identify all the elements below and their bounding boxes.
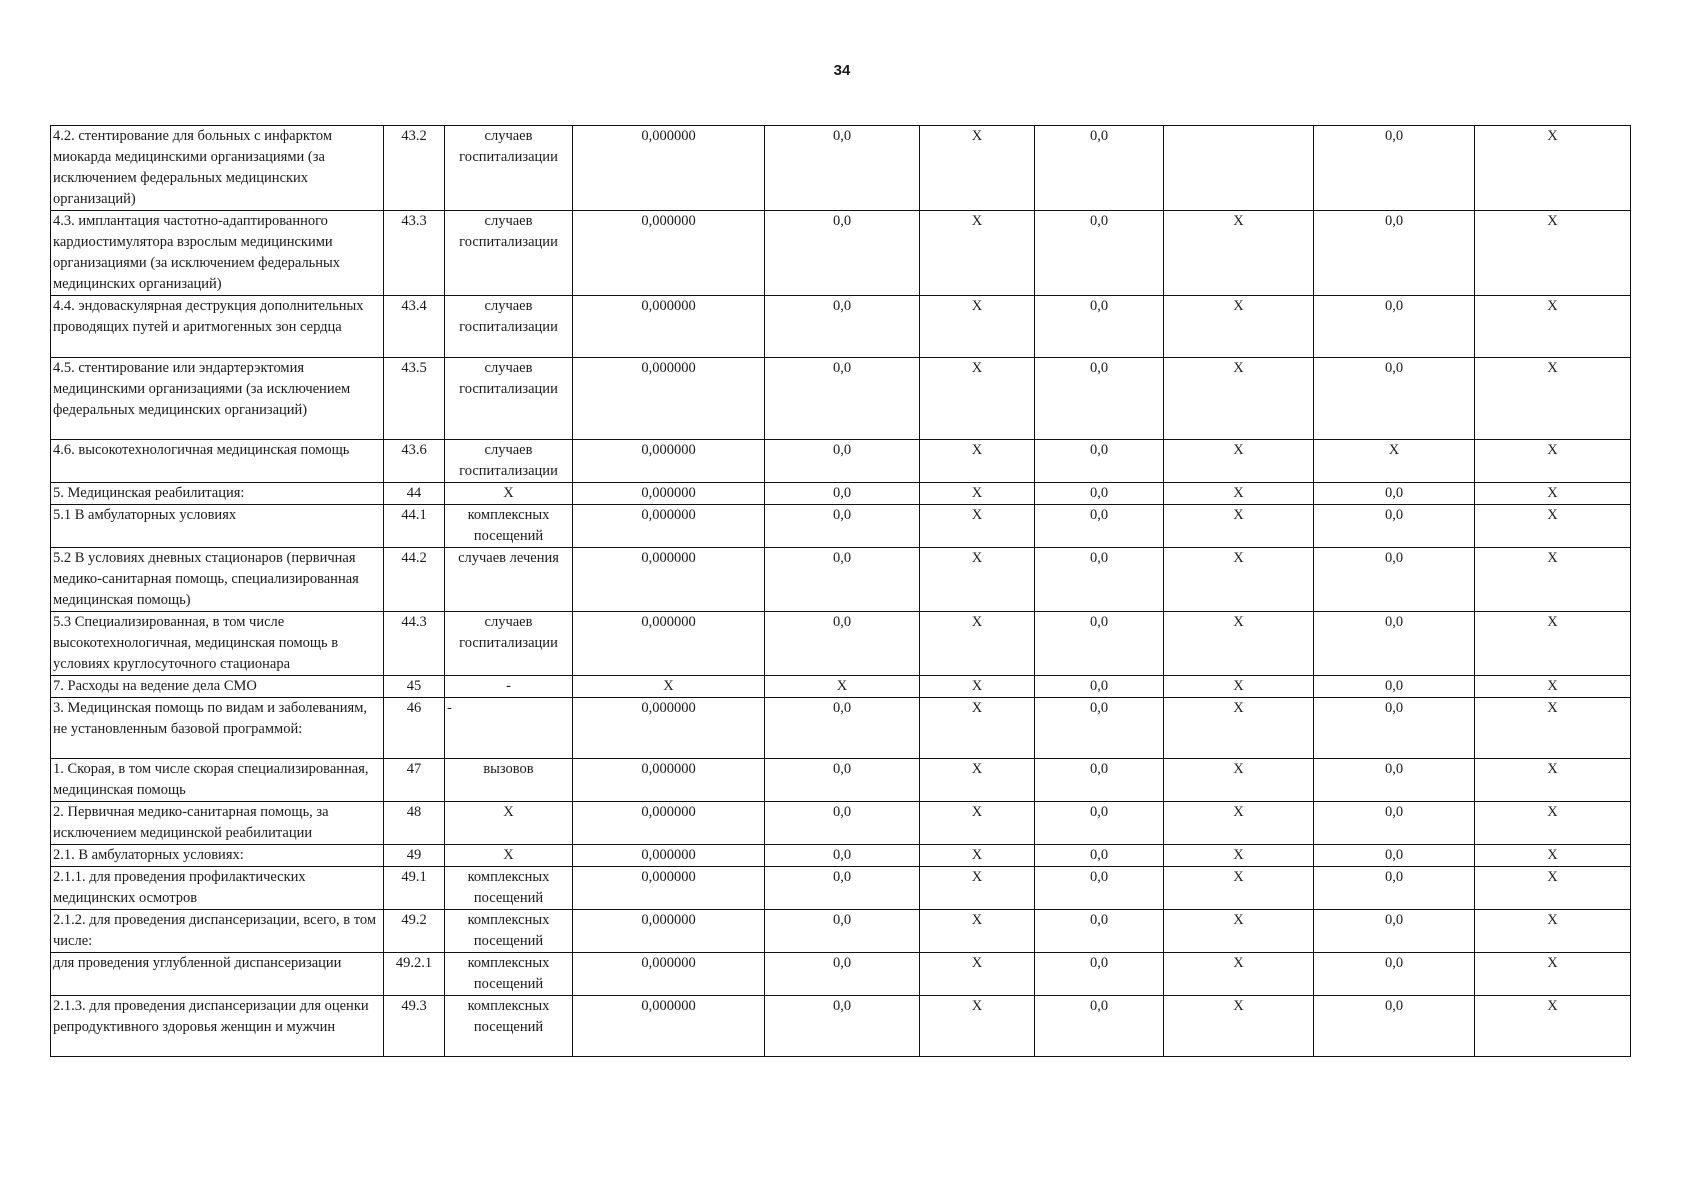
row-value-cell: 0,0 — [765, 483, 920, 505]
row-value-cell: X — [573, 676, 765, 698]
row-value-cell: 0,000000 — [573, 211, 765, 296]
row-value-cell: 0,0 — [1314, 358, 1475, 440]
row-name-cell: 2. Первичная медико-санитарная помощь, за исключением медицинской реабилитации — [51, 802, 384, 845]
row-value-cell: 0,0 — [765, 996, 920, 1057]
table-row — [51, 996, 1631, 1057]
row-value-cell: 0,0 — [765, 548, 920, 612]
row-value-cell: X — [920, 676, 1035, 698]
row-value-cell: 0,000000 — [573, 910, 765, 953]
row-value-cell: 0,000000 — [573, 759, 765, 802]
row-value-cell: 0,000000 — [573, 440, 765, 483]
row-code-cell: 43.3 — [384, 211, 445, 296]
row-unit-cell: - — [445, 698, 573, 759]
row-value-cell: X — [920, 126, 1035, 211]
row-code-cell: 44 — [384, 483, 445, 505]
row-value-cell: 0,0 — [1035, 953, 1164, 996]
row-value-cell: 0,0 — [1314, 802, 1475, 845]
row-value-cell: X — [1475, 296, 1631, 358]
row-value-cell: X — [1475, 996, 1631, 1057]
row-value-cell: 0,0 — [765, 505, 920, 548]
row-value-cell: 0,0 — [1035, 996, 1164, 1057]
row-unit-cell: - — [445, 676, 573, 698]
table-row — [51, 676, 1631, 698]
row-value-cell: X — [920, 548, 1035, 612]
row-value-cell: X — [920, 996, 1035, 1057]
row-value-cell: 0,0 — [765, 612, 920, 676]
table-row — [51, 440, 1631, 483]
row-name-cell: 5.3 Специализированная, в том числе высокотехнологичная, медицинская помощь в условиях круглосуточного стационара — [51, 612, 384, 676]
row-value-cell: X — [1475, 698, 1631, 759]
row-value-cell: X — [1475, 676, 1631, 698]
row-code-cell: 44.2 — [384, 548, 445, 612]
row-value-cell: 0,0 — [765, 845, 920, 867]
row-unit-cell: X — [445, 845, 573, 867]
table-body — [51, 126, 1631, 1057]
row-value-cell: 0,0 — [1035, 867, 1164, 910]
table-row — [51, 953, 1631, 996]
row-code-cell: 49.2 — [384, 910, 445, 953]
row-code-cell: 43.4 — [384, 296, 445, 358]
row-unit-cell: комплексных посещений — [445, 910, 573, 953]
row-value-cell: X — [1475, 910, 1631, 953]
row-code-cell: 48 — [384, 802, 445, 845]
row-value-cell: X — [1475, 505, 1631, 548]
row-value-cell: X — [1475, 211, 1631, 296]
row-name-cell: 2.1.2. для проведения диспансеризации, всего, в том числе: — [51, 910, 384, 953]
row-unit-cell: случаев госпитализации — [445, 358, 573, 440]
row-code-cell: 45 — [384, 676, 445, 698]
row-value-cell: X — [1164, 910, 1314, 953]
row-value-cell: 0,0 — [1035, 612, 1164, 676]
table-row — [51, 802, 1631, 845]
row-name-cell: 2.1.1. для проведения профилактических медицинских осмотров — [51, 867, 384, 910]
table-row — [51, 211, 1631, 296]
row-value-cell: 0,0 — [1314, 867, 1475, 910]
row-value-cell: 0,000000 — [573, 698, 765, 759]
row-value-cell: 0,0 — [1035, 296, 1164, 358]
row-value-cell: X — [920, 296, 1035, 358]
table-row — [51, 126, 1631, 211]
table-row — [51, 845, 1631, 867]
row-value-cell: 0,0 — [1314, 548, 1475, 612]
row-value-cell: X — [1475, 548, 1631, 612]
row-value-cell: 0,0 — [1314, 698, 1475, 759]
row-code-cell: 49.3 — [384, 996, 445, 1057]
row-value-cell — [1164, 126, 1314, 211]
row-name-cell: 4.6. высокотехнологичная медицинская помощь — [51, 440, 384, 483]
row-unit-cell: X — [445, 483, 573, 505]
row-value-cell: 0,000000 — [573, 483, 765, 505]
row-value-cell: 0,0 — [1035, 548, 1164, 612]
row-value-cell: X — [1164, 867, 1314, 910]
row-code-cell: 49.2.1 — [384, 953, 445, 996]
row-value-cell: 0,0 — [1314, 126, 1475, 211]
row-value-cell: X — [1475, 759, 1631, 802]
row-value-cell: X — [1164, 548, 1314, 612]
row-value-cell: X — [920, 759, 1035, 802]
row-name-cell: 4.4. эндоваскулярная деструкция дополнительных проводящих путей и аритмогенных зон сердца — [51, 296, 384, 358]
row-value-cell: X — [920, 612, 1035, 676]
row-unit-cell: случаев госпитализации — [445, 211, 573, 296]
row-unit-cell: случаев госпитализации — [445, 612, 573, 676]
row-value-cell: X — [1164, 440, 1314, 483]
row-unit-cell: комплексных посещений — [445, 996, 573, 1057]
row-code-cell: 43.6 — [384, 440, 445, 483]
row-value-cell: X — [920, 505, 1035, 548]
table-row — [51, 698, 1631, 759]
row-name-cell: 2.1. В амбулаторных условиях: — [51, 845, 384, 867]
row-value-cell: 0,0 — [1035, 483, 1164, 505]
row-value-cell: 0,0 — [1314, 953, 1475, 996]
row-value-cell: X — [920, 910, 1035, 953]
row-value-cell: X — [1164, 759, 1314, 802]
row-value-cell: 0,0 — [1314, 211, 1475, 296]
row-value-cell: 0,0 — [1035, 910, 1164, 953]
row-value-cell: X — [920, 211, 1035, 296]
row-value-cell: X — [1164, 802, 1314, 845]
row-value-cell: 0,000000 — [573, 296, 765, 358]
row-value-cell: 0,0 — [1314, 612, 1475, 676]
row-code-cell: 46 — [384, 698, 445, 759]
row-value-cell: 0,0 — [765, 802, 920, 845]
row-unit-cell: вызовов — [445, 759, 573, 802]
row-value-cell: 0,0 — [1035, 505, 1164, 548]
row-value-cell: X — [1475, 802, 1631, 845]
row-value-cell: X — [1164, 505, 1314, 548]
row-value-cell: 0,000000 — [573, 802, 765, 845]
row-value-cell: 0,0 — [1314, 845, 1475, 867]
row-value-cell: 0,0 — [765, 953, 920, 996]
row-code-cell: 44.3 — [384, 612, 445, 676]
row-value-cell: X — [1164, 612, 1314, 676]
row-code-cell: 43.5 — [384, 358, 445, 440]
row-value-cell: X — [1164, 358, 1314, 440]
row-code-cell: 49.1 — [384, 867, 445, 910]
row-code-cell: 44.1 — [384, 505, 445, 548]
table-row — [51, 867, 1631, 910]
table-row — [51, 612, 1631, 676]
row-name-cell: для проведения углубленной диспансеризации — [51, 953, 384, 996]
row-value-cell: X — [920, 802, 1035, 845]
row-name-cell: 5.1 В амбулаторных условиях — [51, 505, 384, 548]
row-name-cell: 2.1.3. для проведения диспансеризации для оценки репродуктивного здоровья женщин и мужчин — [51, 996, 384, 1057]
row-name-cell: 5.2 В условиях дневных стационаров (первичная медико-санитарная помощь, специализированная медицинская помощь) — [51, 548, 384, 612]
row-value-cell: 0,0 — [1314, 483, 1475, 505]
row-value-cell: X — [920, 867, 1035, 910]
row-value-cell: 0,000000 — [573, 996, 765, 1057]
row-value-cell: X — [1164, 296, 1314, 358]
row-value-cell: 0,000000 — [573, 358, 765, 440]
row-value-cell: X — [920, 483, 1035, 505]
row-value-cell: X — [920, 440, 1035, 483]
row-value-cell: 0,000000 — [573, 867, 765, 910]
row-value-cell: 0,0 — [1035, 676, 1164, 698]
row-unit-cell: случаев госпитализации — [445, 296, 573, 358]
table-row — [51, 759, 1631, 802]
row-value-cell: 0,0 — [1314, 505, 1475, 548]
row-name-cell: 5. Медицинская реабилитация: — [51, 483, 384, 505]
row-unit-cell: X — [445, 802, 573, 845]
table-row — [51, 505, 1631, 548]
row-value-cell: X — [1164, 211, 1314, 296]
row-value-cell: X — [920, 845, 1035, 867]
row-name-cell: 7. Расходы на ведение дела СМО — [51, 676, 384, 698]
row-value-cell: 0,000000 — [573, 612, 765, 676]
row-value-cell: X — [1475, 358, 1631, 440]
row-value-cell: X — [1475, 953, 1631, 996]
row-value-cell: X — [920, 953, 1035, 996]
row-value-cell: 0,0 — [1035, 698, 1164, 759]
row-value-cell: 0,000000 — [573, 953, 765, 996]
row-code-cell: 47 — [384, 759, 445, 802]
row-value-cell: X — [1475, 612, 1631, 676]
row-value-cell: 0,0 — [1035, 126, 1164, 211]
row-value-cell: 0,0 — [765, 698, 920, 759]
row-value-cell: X — [1475, 845, 1631, 867]
row-code-cell: 49 — [384, 845, 445, 867]
table-row — [51, 358, 1631, 440]
row-value-cell: 0,0 — [765, 440, 920, 483]
row-name-cell: 4.3. имплантация частотно-адаптированного кардиостимулятора взрослым медицинскими организациями (за исключением федеральных медицинских организаций) — [51, 211, 384, 296]
row-value-cell: 0,0 — [765, 211, 920, 296]
row-value-cell: X — [765, 676, 920, 698]
row-value-cell: X — [1164, 676, 1314, 698]
row-unit-cell: комплексных посещений — [445, 505, 573, 548]
row-value-cell: X — [920, 358, 1035, 440]
row-name-cell: 3. Медицинская помощь по видам и заболеваниям, не установленным базовой программой: — [51, 698, 384, 759]
table-row — [51, 483, 1631, 505]
row-value-cell: X — [1164, 698, 1314, 759]
row-unit-cell: случаев госпитализации — [445, 126, 573, 211]
row-value-cell: 0,0 — [1035, 211, 1164, 296]
row-value-cell: 0,0 — [1035, 440, 1164, 483]
row-unit-cell: комплексных посещений — [445, 867, 573, 910]
row-value-cell: 0,0 — [765, 296, 920, 358]
row-code-cell: 43.2 — [384, 126, 445, 211]
data-table — [50, 125, 1631, 1057]
row-value-cell: 0,0 — [1035, 358, 1164, 440]
row-value-cell: X — [1314, 440, 1475, 483]
row-value-cell: 0,000000 — [573, 505, 765, 548]
row-unit-cell: комплексных посещений — [445, 953, 573, 996]
row-value-cell: 0,0 — [765, 910, 920, 953]
row-value-cell: X — [1164, 845, 1314, 867]
row-name-cell: 1. Скорая, в том числе скорая специализированная, медицинская помощь — [51, 759, 384, 802]
row-name-cell: 4.5. стентирование или эндартерэктомия медицинскими организациями (за исключением федеральных медицинских организаций) — [51, 358, 384, 440]
row-value-cell: 0,0 — [1035, 802, 1164, 845]
row-value-cell: 0,0 — [1314, 910, 1475, 953]
row-value-cell: 0,0 — [1314, 296, 1475, 358]
row-value-cell: 0,0 — [765, 358, 920, 440]
row-value-cell: X — [1164, 953, 1314, 996]
table-row — [51, 548, 1631, 612]
row-unit-cell: случаев госпитализации — [445, 440, 573, 483]
row-value-cell: 0,0 — [1035, 845, 1164, 867]
page-number: 34 — [833, 62, 851, 79]
row-value-cell: 0,0 — [1314, 996, 1475, 1057]
row-value-cell: 0,0 — [1314, 759, 1475, 802]
row-value-cell: 0,0 — [765, 867, 920, 910]
row-value-cell: 0,000000 — [573, 548, 765, 612]
table-row — [51, 910, 1631, 953]
row-value-cell: 0,000000 — [573, 845, 765, 867]
row-value-cell: X — [1475, 126, 1631, 211]
row-value-cell: 0,0 — [765, 759, 920, 802]
row-name-cell: 4.2. стентирование для больных с инфарктом миокарда медицинскими организациями (за исключением федеральных медицинских организаций) — [51, 126, 384, 211]
row-value-cell: X — [1164, 996, 1314, 1057]
row-value-cell: 0,0 — [765, 126, 920, 211]
row-value-cell: X — [920, 698, 1035, 759]
row-value-cell: 0,0 — [1314, 676, 1475, 698]
row-value-cell: X — [1475, 483, 1631, 505]
table-row — [51, 296, 1631, 358]
row-value-cell: X — [1164, 483, 1314, 505]
row-unit-cell: случаев лечения — [445, 548, 573, 612]
row-value-cell: X — [1475, 440, 1631, 483]
row-value-cell: 0,000000 — [573, 126, 765, 211]
row-value-cell: X — [1475, 867, 1631, 910]
row-value-cell: 0,0 — [1035, 759, 1164, 802]
